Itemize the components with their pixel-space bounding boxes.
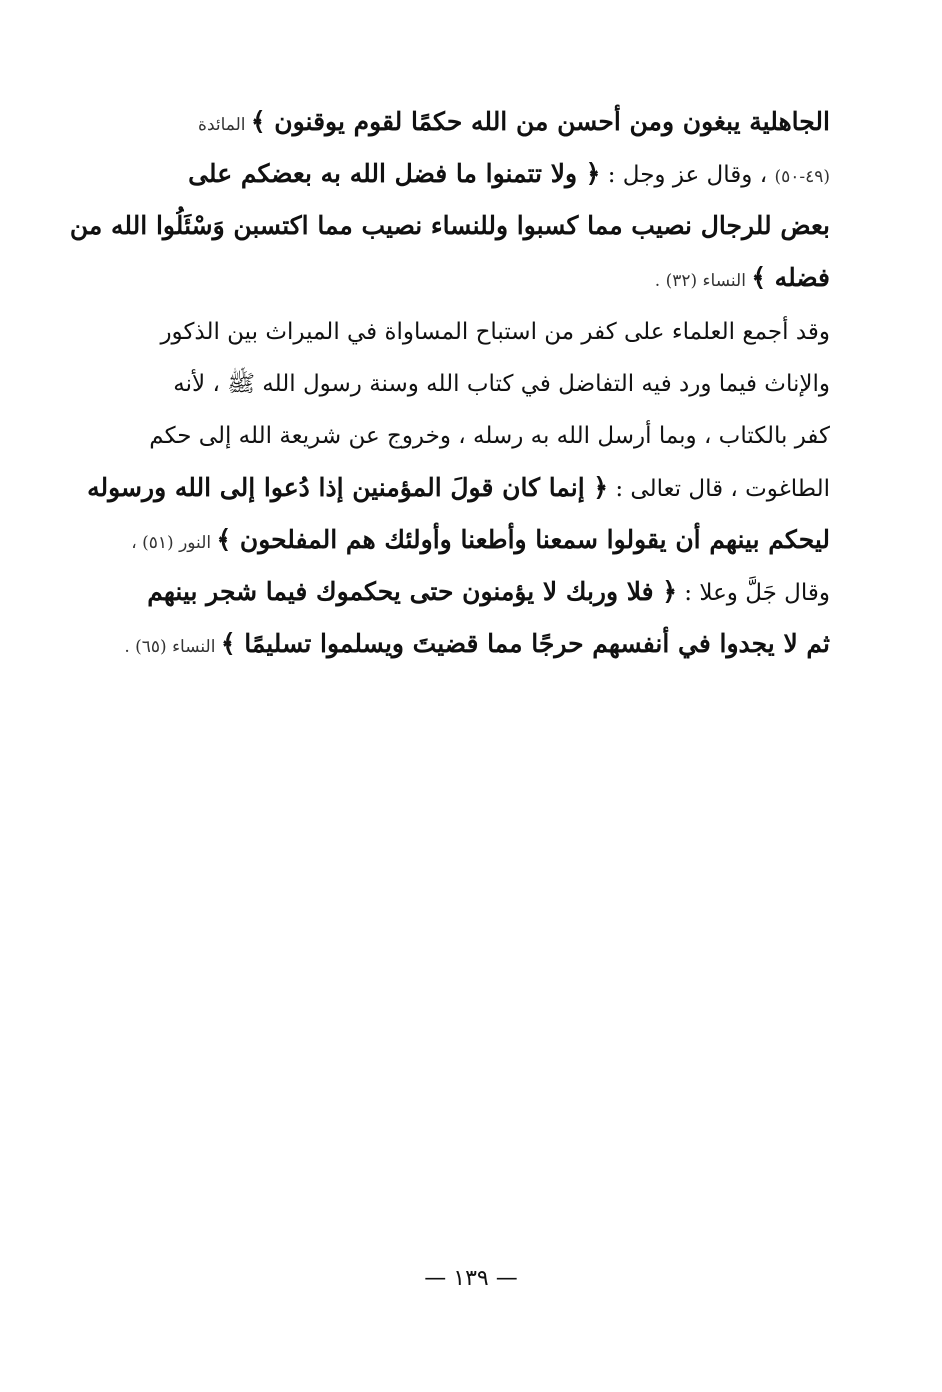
text-line	[140, 566, 830, 618]
quran-verse: ليحكم بينهم أن يقولوا سمعنا وأطعنا وأولئك هم المفلحون ﴾	[216, 525, 830, 554]
text-line	[140, 358, 830, 410]
text-line	[140, 306, 830, 358]
quran-verse: ثم لا يجدوا في أنفسهم حرجًا مما قضيتَ ويسلموا تسليمًا ﴾	[220, 629, 830, 658]
paragraph-ruling	[87, 306, 830, 670]
verse-reference: النساء (٣٢) .	[654, 271, 752, 291]
text-line	[87, 462, 830, 514]
text-line	[124, 618, 830, 670]
body-text: ، وقال عز وجل :	[600, 162, 775, 188]
quran-verse: الجاهلية يبغون ومن أحسن من الله حكمًا لقوم يوقنون ﴾	[250, 107, 830, 136]
quran-verse: ﴿ فلا وربك لا يؤمنون حتى يحكموك فيما شجر بينهم	[147, 577, 677, 606]
verse-reference: النساء (٦٥) .	[124, 637, 221, 657]
verse-reference: (٤٩-٥٠)	[774, 167, 830, 187]
text-line	[140, 410, 830, 462]
quran-verse: فضله ﴾	[751, 263, 830, 292]
body-text: الطاغوت ، قال تعالى :	[608, 476, 830, 502]
body-text: وقد أجمع العلماء على كفر من استباح المساواة في الميراث بين الذكور	[160, 319, 830, 345]
quran-verse: بعض للرجال نصيب مما كسبوا وللنساء نصيب مما اكتسبن وَسْئَلُوا الله من	[69, 211, 830, 240]
body-text: والإناث فيما ورد فيه التفاضل في كتاب الله وسنة رسول الله ﷺ ، لأنه	[173, 371, 830, 397]
body-text: وقال جَلَّ وعلا :	[676, 580, 830, 606]
quran-verse: ﴿ إنما كان قولَ المؤمنين إذا دُعوا إلى الله ورسوله	[87, 473, 609, 502]
verse-reference: النور (٥١) ،	[131, 533, 217, 553]
text-line	[140, 148, 830, 200]
text-line	[140, 96, 830, 148]
page-number: — ١٣٩ —	[424, 1266, 518, 1291]
paragraph-verses	[69, 96, 830, 304]
quran-verse: ﴿ ولا تتمنوا ما فضل الله به بعضكم على	[188, 159, 601, 188]
body-text: كفر بالكتاب ، وبما أرسل الله به رسله ، وخروج عن شريعة الله إلى حكم	[149, 423, 830, 449]
text-line	[140, 252, 830, 304]
verse-reference: المائدة	[198, 115, 251, 135]
text-line	[131, 514, 830, 566]
text-line	[69, 200, 830, 252]
